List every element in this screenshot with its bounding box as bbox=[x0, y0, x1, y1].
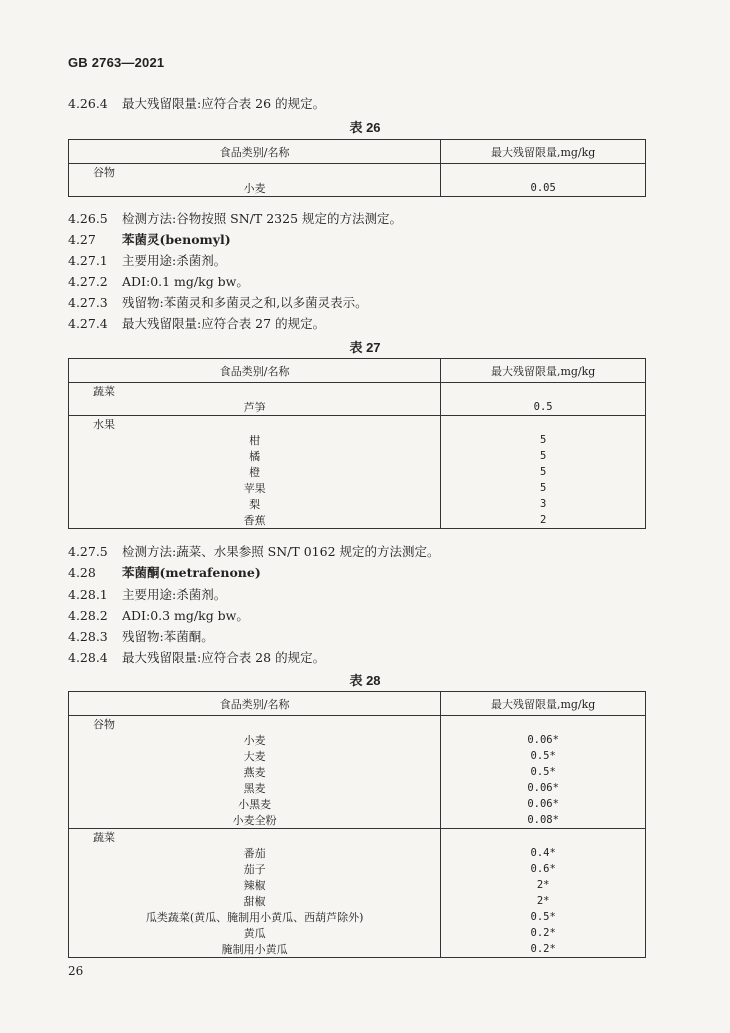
category-cell: 水果 bbox=[69, 416, 441, 433]
clause-text: 最大残留限量:应符合表 27 的规定。 bbox=[122, 316, 326, 331]
table-row bbox=[69, 845, 646, 861]
table-row bbox=[69, 464, 646, 480]
limit-cell: 0.5* bbox=[441, 764, 646, 780]
limit-cell: 5 bbox=[441, 464, 646, 480]
clause-text: 检测方法:谷物按照 SN/T 2325 规定的方法测定。 bbox=[122, 211, 402, 226]
heading-text: 苯菌灵(benomyl) bbox=[122, 232, 231, 247]
page-number: 26 bbox=[68, 964, 84, 978]
limit-cell: 2* bbox=[441, 877, 646, 893]
clause-4-28-2 bbox=[68, 606, 249, 624]
table-row bbox=[69, 732, 646, 748]
table28 bbox=[68, 691, 646, 958]
heading-number: 4.28 bbox=[68, 565, 96, 580]
clause-text: 主要用途:杀菌剂。 bbox=[122, 253, 227, 268]
clause-text: ADI:0.1 mg/kg bw。 bbox=[122, 274, 249, 289]
col-food-header: 食品类别/名称 bbox=[69, 140, 441, 164]
clause-text: 主要用途:杀菌剂。 bbox=[122, 587, 227, 602]
category-row bbox=[69, 829, 646, 846]
limit-cell: 3 bbox=[441, 496, 646, 512]
table-row bbox=[69, 180, 646, 197]
food-cell: 小麦 bbox=[69, 732, 441, 748]
limit-cell: 5 bbox=[441, 480, 646, 496]
limit-cell: 0.2* bbox=[441, 925, 646, 941]
table-row bbox=[69, 496, 646, 512]
clause-number: 4.27.2 bbox=[68, 274, 108, 289]
clause-text: 残留物:苯菌酮。 bbox=[122, 629, 214, 644]
table-row bbox=[69, 941, 646, 958]
clause-text: ADI:0.3 mg/kg bw。 bbox=[122, 608, 249, 623]
limit-cell: 0.08* bbox=[441, 812, 646, 829]
clause-4-28-4 bbox=[68, 648, 325, 666]
table-row bbox=[69, 512, 646, 529]
col-limit-header: 最大残留限量,mg/kg bbox=[441, 692, 646, 716]
food-cell: 腌制用小黄瓜 bbox=[69, 941, 441, 958]
table-row bbox=[69, 925, 646, 941]
limit-cell: 0.06* bbox=[441, 780, 646, 796]
food-cell: 梨 bbox=[69, 496, 441, 512]
clause-number: 4.27.4 bbox=[68, 316, 108, 331]
food-cell: 燕麦 bbox=[69, 764, 441, 780]
table-row bbox=[69, 812, 646, 829]
table-row bbox=[69, 780, 646, 796]
food-cell: 小麦全粉 bbox=[69, 812, 441, 829]
food-cell: 香蕉 bbox=[69, 512, 441, 529]
limit-cell: 0.06* bbox=[441, 796, 646, 812]
table-row bbox=[69, 748, 646, 764]
table-header-row bbox=[69, 692, 646, 716]
food-cell: 橘 bbox=[69, 448, 441, 464]
limit-cell: 0.05 bbox=[441, 180, 646, 197]
category-row bbox=[69, 164, 646, 181]
table-row bbox=[69, 764, 646, 780]
clause-text: 检测方法:蔬菜、水果参照 SN/T 0162 规定的方法测定。 bbox=[122, 544, 440, 559]
clause-4-28-1 bbox=[68, 585, 226, 603]
limit-cell: 2* bbox=[441, 893, 646, 909]
limit-cell: 5 bbox=[441, 448, 646, 464]
food-cell: 橙 bbox=[69, 464, 441, 480]
limit-cell: 0.2* bbox=[441, 941, 646, 958]
clause-number: 4.27.3 bbox=[68, 295, 108, 310]
food-cell: 芦笋 bbox=[69, 399, 441, 416]
clause-text: 最大残留限量:应符合表 26 的规定。 bbox=[122, 96, 326, 111]
food-cell: 番茄 bbox=[69, 845, 441, 861]
limit-cell: 0.06* bbox=[441, 732, 646, 748]
col-food-header: 食品类别/名称 bbox=[69, 359, 441, 383]
limit-cell: 0.5 bbox=[441, 399, 646, 416]
clause-4-26-4 bbox=[68, 94, 325, 112]
food-cell: 苹果 bbox=[69, 480, 441, 496]
food-cell: 小黑麦 bbox=[69, 796, 441, 812]
table-row bbox=[69, 893, 646, 909]
category-row bbox=[69, 716, 646, 733]
food-cell: 辣椒 bbox=[69, 877, 441, 893]
category-cell: 蔬菜 bbox=[69, 829, 441, 846]
table26-caption: 表 26 bbox=[349, 120, 381, 135]
clause-number: 4.27.5 bbox=[68, 544, 108, 559]
clause-4-27-1 bbox=[68, 251, 226, 269]
limit-cell: 0.6* bbox=[441, 861, 646, 877]
table27 bbox=[68, 358, 646, 529]
food-cell: 瓜类蔬菜(黄瓜、腌制用小黄瓜、西葫芦除外) bbox=[69, 909, 441, 925]
table-row bbox=[69, 432, 646, 448]
category-cell: 谷物 bbox=[69, 164, 441, 181]
table-row bbox=[69, 448, 646, 464]
category-cell: 谷物 bbox=[69, 716, 441, 733]
clause-number: 4.28.2 bbox=[68, 608, 108, 623]
clause-number: 4.27.1 bbox=[68, 253, 108, 268]
food-cell: 黄瓜 bbox=[69, 925, 441, 941]
table-row bbox=[69, 861, 646, 877]
clause-4-27-2 bbox=[68, 272, 249, 290]
limit-cell: 0.4* bbox=[441, 845, 646, 861]
limit-cell: 5 bbox=[441, 432, 646, 448]
table-row bbox=[69, 480, 646, 496]
table-row bbox=[69, 796, 646, 812]
col-food-header: 食品类别/名称 bbox=[69, 692, 441, 716]
limit-cell: 2 bbox=[441, 512, 646, 529]
heading-4-28 bbox=[68, 563, 261, 581]
food-cell: 茄子 bbox=[69, 861, 441, 877]
clause-number: 4.26.4 bbox=[68, 96, 108, 111]
heading-text: 苯菌酮(metrafenone) bbox=[122, 565, 261, 580]
clause-text: 最大残留限量:应符合表 28 的规定。 bbox=[122, 650, 326, 665]
col-limit-header: 最大残留限量,mg/kg bbox=[441, 359, 646, 383]
clause-4-27-5 bbox=[68, 542, 440, 560]
heading-4-27 bbox=[68, 230, 231, 248]
table-header-row bbox=[69, 140, 646, 164]
category-row bbox=[69, 416, 646, 433]
limit-cell: 0.5* bbox=[441, 909, 646, 925]
limit-cell: 0.5* bbox=[441, 748, 646, 764]
clause-number: 4.28.3 bbox=[68, 629, 108, 644]
clause-4-28-3 bbox=[68, 627, 214, 645]
table27-caption: 表 27 bbox=[349, 340, 381, 355]
table26 bbox=[68, 139, 646, 197]
table-header-row bbox=[69, 359, 646, 383]
category-row bbox=[69, 383, 646, 400]
clause-number: 4.26.5 bbox=[68, 211, 108, 226]
col-limit-header: 最大残留限量,mg/kg bbox=[441, 140, 646, 164]
food-cell: 小麦 bbox=[69, 180, 441, 197]
clause-4-26-5 bbox=[68, 209, 402, 227]
clause-number: 4.28.1 bbox=[68, 587, 108, 602]
table-row bbox=[69, 909, 646, 925]
food-cell: 黑麦 bbox=[69, 780, 441, 796]
clause-4-27-3 bbox=[68, 293, 368, 311]
food-cell: 大麦 bbox=[69, 748, 441, 764]
clause-number: 4.28.4 bbox=[68, 650, 108, 665]
table-row bbox=[69, 877, 646, 893]
clause-4-27-4 bbox=[68, 314, 325, 332]
category-cell: 蔬菜 bbox=[69, 383, 441, 400]
standard-code: GB 2763—2021 bbox=[68, 55, 165, 70]
clause-text: 残留物:苯菌灵和多菌灵之和,以多菌灵表示。 bbox=[122, 295, 368, 310]
table28-caption: 表 28 bbox=[349, 673, 381, 688]
table-row bbox=[69, 399, 646, 416]
food-cell: 柑 bbox=[69, 432, 441, 448]
food-cell: 甜椒 bbox=[69, 893, 441, 909]
heading-number: 4.27 bbox=[68, 232, 96, 247]
